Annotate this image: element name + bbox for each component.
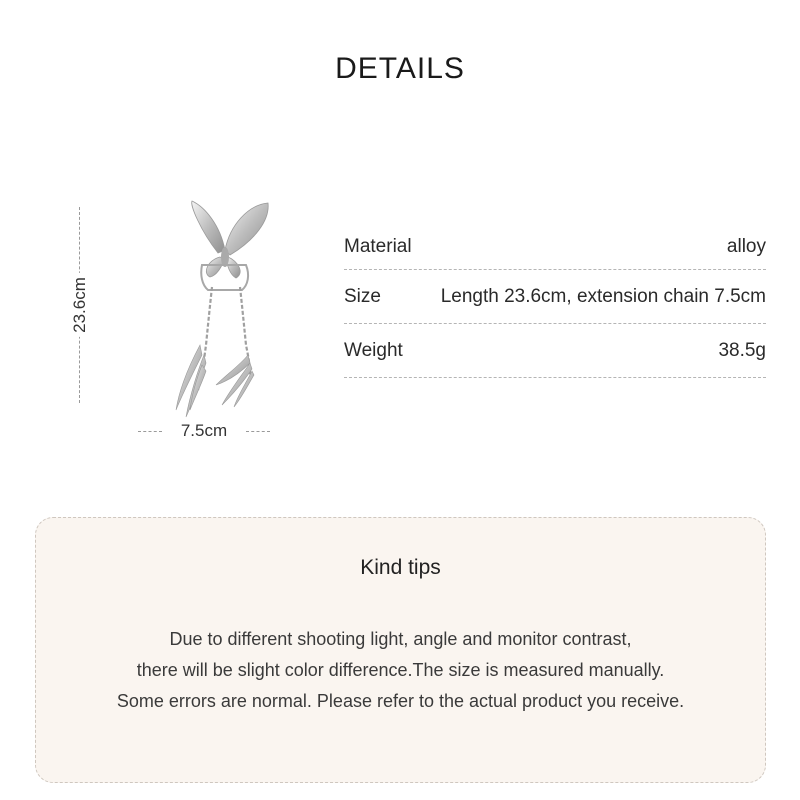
kind-tips-line: Due to different shooting light, angle and monitor contrast, (169, 629, 632, 649)
spec-table (344, 236, 766, 378)
kind-tips-text (36, 624, 765, 717)
spec-label: Size (344, 285, 381, 307)
kind-tips-line: Some errors are normal. Please refer to the actual product you receive. (116, 691, 685, 711)
kind-tips-title: Kind tips (360, 556, 441, 579)
width-dimension-line-right (246, 431, 270, 432)
spec-value: 38.5g (718, 339, 766, 361)
width-dimension-label: 7.5cm (180, 421, 228, 440)
spec-label: Material (344, 236, 412, 257)
kind-tips-line: there will be slight color difference.The size is measured manually. (136, 660, 665, 680)
spec-row-weight (344, 324, 766, 378)
spec-label: Weight (344, 339, 403, 361)
product-image (130, 195, 280, 420)
height-dimension-label: 23.6cm (70, 273, 90, 337)
spec-row-size (344, 270, 766, 324)
spec-row-material (344, 236, 766, 270)
kind-tips-panel (35, 517, 766, 783)
page-title: DETAILS (335, 52, 465, 85)
spec-value: Length 23.6cm, extension chain 7.5cm (440, 285, 766, 307)
spec-value: alloy (726, 236, 766, 257)
width-dimension-line-left (138, 431, 162, 432)
